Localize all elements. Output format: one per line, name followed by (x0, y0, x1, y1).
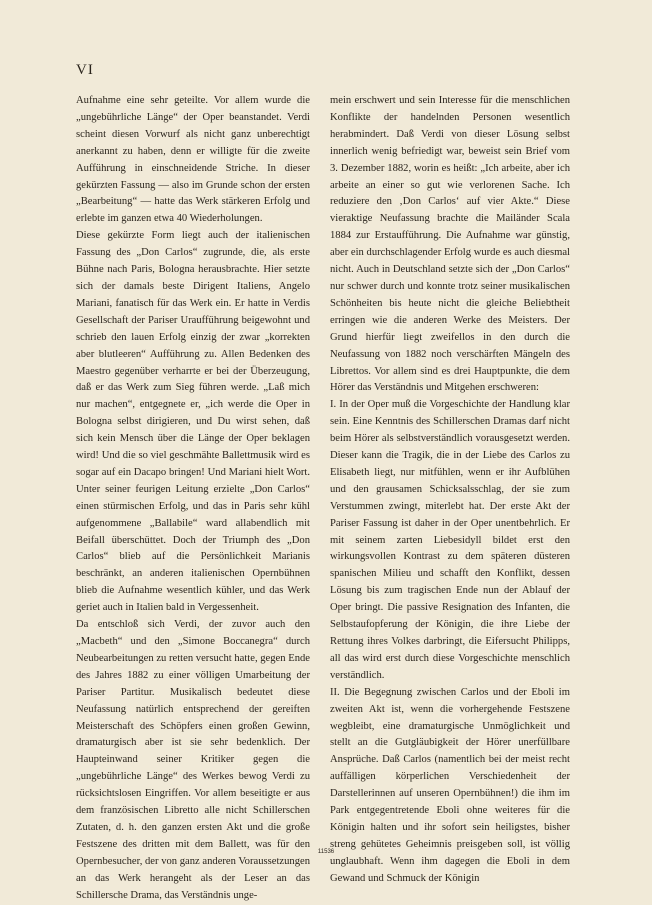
paragraph: II. Die Begegnung zwischen Carlos und der Eboli im zweiten Akt ist, wenn die vorhergehende Festszene wegbleibt, eine dramaturgische Unmöglichkeit und stellt an die Gutgläubigkeit der Hörer unerfüllbare Ansprüche. Daß Carlos (namentlich bei der meist recht auffälligen körperlichen Verschiedenheit der Darstellerinnen auf unseren Opernbühnen!) die ihm im Park entgegentretende Eboli ohne weiteres für die Königin halten und ihr sofort sein heiligstes, bisher streng gehütetes Geheimnis preisgeben soll, ist völlig unglaubhaft. Wenn ihm dagegen die Eboli in dem Gewand und Schmuck der Königin (330, 686, 570, 884)
page-number: VI (76, 62, 94, 78)
paragraph: Da entschloß sich Verdi, der zuvor auch den „Macbeth“ und den „Simone Boccanegra“ durch Neubearbeitungen zu retten versucht hatte, gegen Ende des Jahres 1882 zu einer völligen Umarbeitung der Pariser Partitur. Musikalisch bedeutet diese Neufassung natürlich entsprechend der gereiften Meisterschaft des Schöpfers einen großen Gewinn, dramaturgisch aber ist sie sehr bedenklich. Der Haupteinwand seiner Kritiker gegen die „ungebührliche Länge“ des Werkes bewog Verdi zu rücksichtslosen Eingriffen. Vor allem beseitigte er aus dem französischen Libretto alle nicht Schillerschen Zutaten, d. h. den ganzen ersten Akt und die große Festszene des dritten mit dem Ballett, was für den Opernbesucher, der von ganz anderen Voraussetzungen an das Werk herangeht als der Leser an das Schillersche Drama, das Verständnis unge- (76, 619, 310, 901)
print-code: 11536 (317, 849, 335, 855)
left-column (76, 93, 310, 905)
paragraph: Diese gekürzte Form liegt auch der italienischen Fassung des „Don Carlos“ zugrunde, die, als erste Bühne nach Paris, Bologna herausbrachte. Hier setzte sich der damals beste Dirigent Italiens, Angelo Mariani, fanatisch für das Werk ein. Er hatte in Verdis Gesellschaft der Pariser Uraufführung beigewohnt und schrieb den lauen Erfolg einzig der zwar „korrekten aber blutleeren“ Aufführung zu. Allen Bedenken des Maestro gegenüber verharrte er bei der Überzeugung, daß er das Werk zum Sieg führen werde. „Laß mich nur machen“, entgegnete er, „ich werde die Oper in Bologna selbst dirigieren, und Du wirst sehen, daß sich kein Mensch über die Länge der Oper beklagen wird! Und die so viel geschmähte Ballettmusik wird es sogar auf ein Dacapo bringen! Und Mariani hielt Wort. Unter seiner feurigen Leitung erzielte „Don Carlos“ einen stürmischen Erfolg, und das in Paris sehr kühl aufgenommene „Ballabile“ ward allabendlich mit Beifall überschüttet. Doch der Triumph des „Don Carlos“ blieb auf die Persönlichkeit Marianis beschränkt, an anderen italienischen Opernbühnen blieb die Aufnahme wesentlich kühler, und das Werk geriet auch in Italien bald in Vergessenheit. (76, 230, 310, 614)
right-column (330, 93, 570, 888)
paragraph: Aufnahme eine sehr geteilte. Vor allem wurde die „ungebührliche Länge“ der Oper beanstandet. Verdi scheint diesen Vorwurf als nicht ganz unberechtigt anerkannt zu haben, denn er willigte für die zweite Aufführung in einschneidende Striche. In dieser gekürzten Fassung — also im Grunde schon der ersten „Bearbeitung“ — hatte das Werk stärkeren Erfolg und erlebte im ganzen etwa 40 Wiederholungen. (76, 95, 310, 225)
paragraph: mein erschwert und sein Interesse für die menschlichen Konflikte der handelnden Personen wesentlich herabmindert. Daß Verdi von dieser Lösung selbst innerlich wenig befriedigt war, beweist sein Brief vom 3. Dezember 1882, worin es heißt: „Ich arbeite, aber ich arbeite an einer so gut wie verlorenen Sache. Ich reduziere den ‚Don Carlos‘ auf vier Akte.“ Diese vieraktige Neufassung brachte die Mailänder Scala 1884 zur Erstaufführung. Die Aufnahme war günstig, aber ein durchschlagender Erfolg wurde es auch diesmal nicht. Auch in Deutschland setzte sich der „Don Carlos“ nur schwer durch und konnte trotz seiner musikalischen Schönheiten bis heute nicht die gleiche Beliebtheit erringen wie die anderen Werke des Meisters. Der Grund hierfür liegt zweifellos in den durch die Neufassung von 1882 noch verschärften Mängeln des Librettos. Vor allem sind es drei Hauptpunkte, die dem Hörer das Verständnis und Mitgehen erschweren: (330, 95, 570, 394)
paragraph: I. In der Oper muß die Vorgeschichte der Handlung klar sein. Eine Kenntnis des Schillerschen Dramas darf nicht beim Hörer als selbstverständlich vorausgesetzt werden. Dieser kann die Tragik, die in der Liebe des Carlos zu Elisabeth liegt, nur mitfühlen, wenn er ihr Aufblühen und den grausamen Schicksalsschlag, der sie zum Verstummen zwingt, miterlebt hat. Der erste Akt der Pariser Fassung ist daher in der Oper unentbehrlich. Er mit seinem zarten Liebesidyll bildet erst den wirkungsvollen Kontrast zu dem späteren düsteren spanischen Milieu und schafft den Konflikt, dessen Lösung bis zum tragischen Ende nun der Ablauf der Oper bringt. Die passive Resignation des Infanten, die Selbstaufopferung der Königin, die ihre Liebe der Rettung ihres Volkes darbringt, die Eifersucht Philipps, all das wird erst durch diese Vorgeschichte menschlich verständlich. (330, 399, 570, 681)
